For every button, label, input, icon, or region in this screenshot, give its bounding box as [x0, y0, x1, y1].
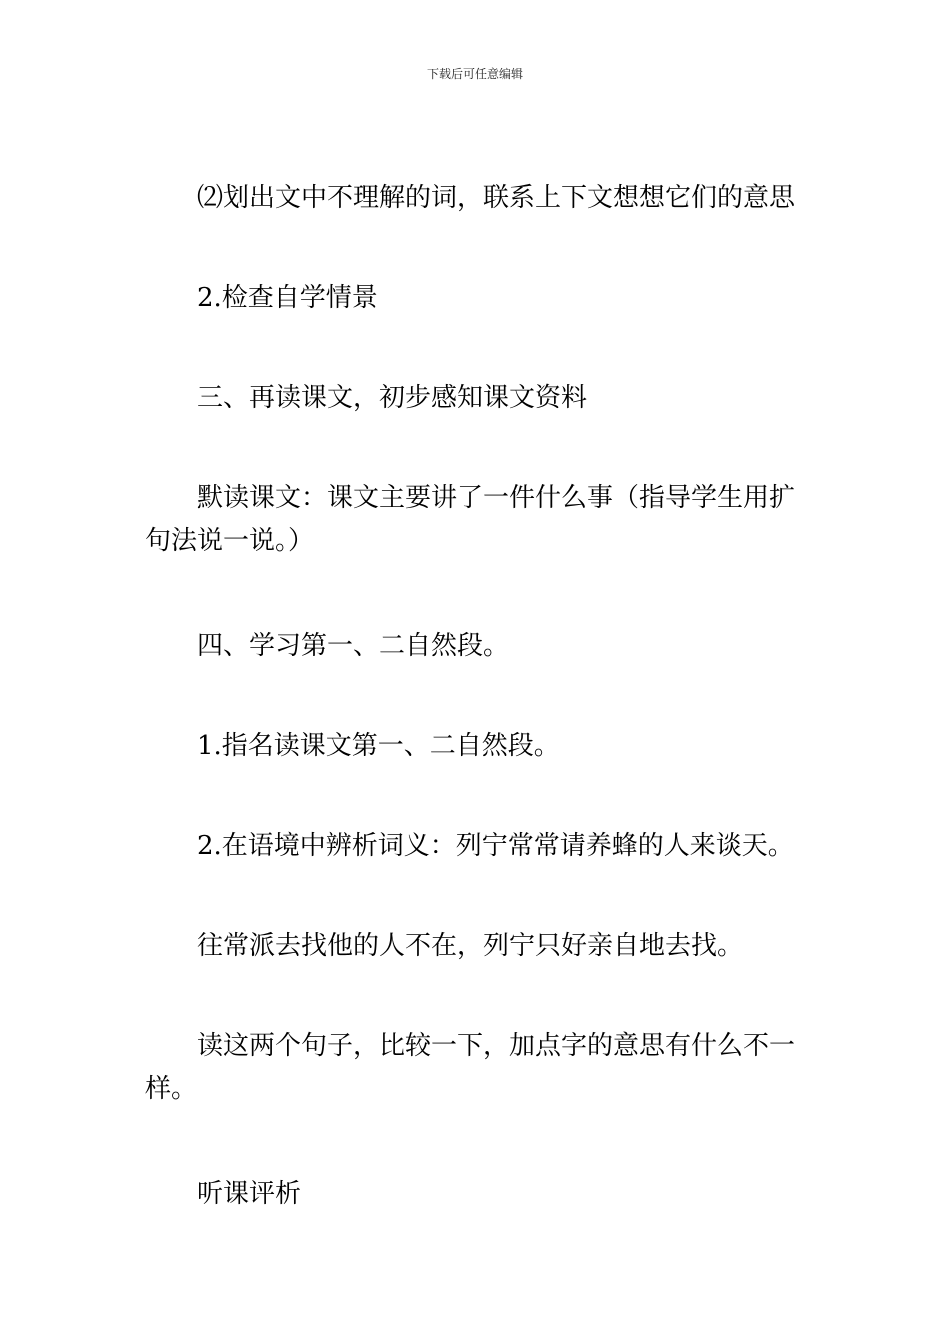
page-header: 下载后可任意编辑 — [426, 67, 523, 81]
paragraph-8: 往常派去找他的人不在，列宁只好亲自地去找。 — [197, 931, 744, 961]
paragraph-10: 听课评析 — [197, 1179, 302, 1209]
paragraph-2: 2.检查自学情景 — [197, 283, 378, 313]
paragraph-5: 四、学习第一、二自然段。 — [197, 631, 510, 661]
paragraph-6: 1.指名读课文第一、二自然段。 — [197, 731, 560, 761]
paragraph-3: 三、再读课文，初步感知课文资料 — [197, 383, 588, 413]
paragraph-9: 读这两个句子，比较一下，加点字的意思有什么不一样。 — [145, 1031, 796, 1104]
paragraph-4: 默读课文：课文主要讲了一件什么事（指导学生用扩句法说一说。） — [145, 483, 796, 556]
paragraph-7: 2.在语境中辨析词义：列宁常常请养蜂的人来谈天。 — [197, 831, 794, 861]
paragraph-1: ⑵划出文中不理解的词，联系上下文想想它们的意思 — [197, 183, 796, 213]
